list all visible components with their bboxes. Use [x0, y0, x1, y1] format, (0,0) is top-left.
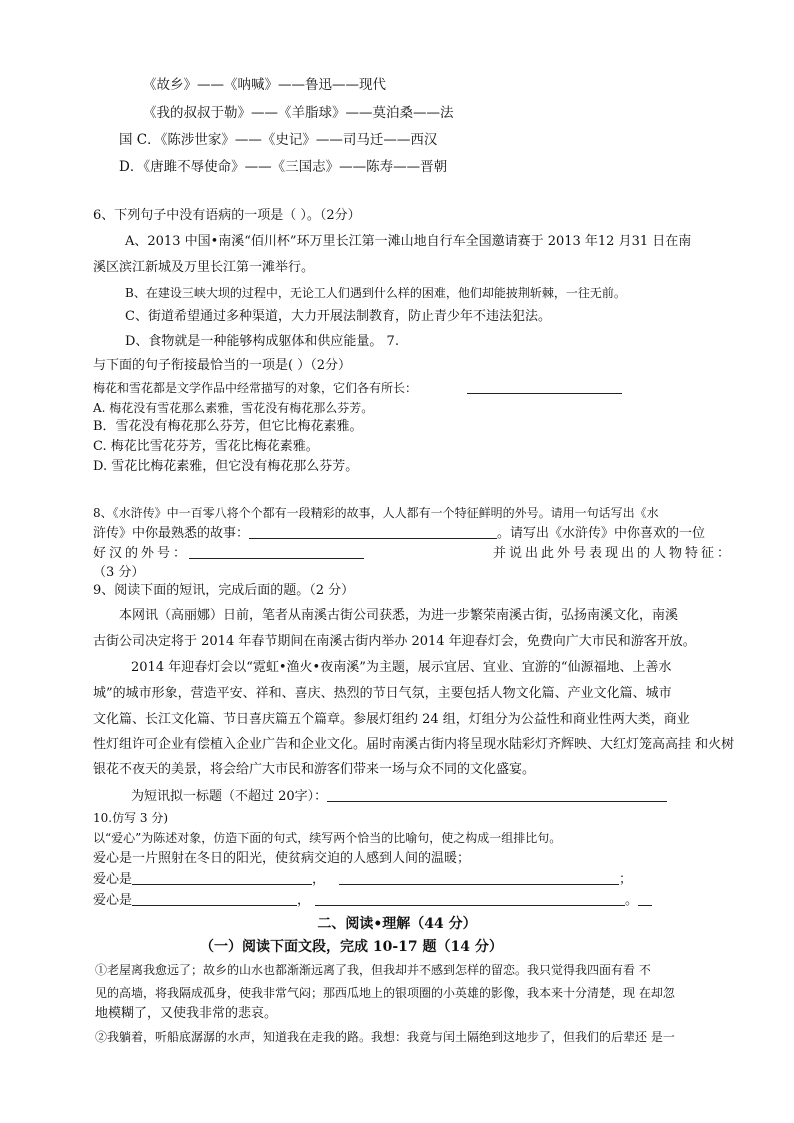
q10-blank-2a[interactable] [132, 891, 297, 906]
q8-line1: 8、《水浒传》中一百零八将个个都有一段精彩的故事，人人都有一个特征鲜明的外号。请用一句话写出《水 [93, 506, 659, 520]
q10-answer-line1 [93, 870, 632, 890]
q7-option-b: B．雪花没有梅花那么芬芳，但它比梅花素雅。 [93, 419, 363, 434]
q7-prompt [93, 378, 622, 398]
q7-stem: 与下面的句子衔接最恰当的一项是( ）（2分） [93, 358, 351, 373]
q10-comma-1: ， [312, 872, 326, 887]
q10-example: 爱心是一片照射在冬日的阳光，使贫病交迫的人感到人间的温暖； [93, 851, 471, 866]
q8-line2 [93, 524, 705, 544]
reading-p1-line1: ①老屋离我愈远了；故乡的山水也都渐渐远离了我，但我却并不感到怎样的留恋。我只觉得我四面有看 不 [95, 963, 651, 977]
section-2-subtitle: （一）阅读下面文段，完成 10-17 题（14 分） [200, 939, 503, 955]
q6-option-a-line2: 溪区滨江新城及万里长江第一滩举行。 [93, 260, 315, 275]
q10-blank-2b[interactable] [315, 891, 625, 906]
q10-period: 。 [625, 893, 639, 908]
q8-story-label: 浒传》中你最熟悉的故事： [93, 526, 250, 541]
reading-p2-line1: ②我躺着，听船底潺潺的水声，知道我在走我的路。我想：我竟与闰土隔绝到这地步了，但我们的后辈还 是一 [95, 1030, 675, 1044]
q8-feature-label: 并说出此外号表现出的人物特征： [492, 546, 733, 561]
section-2-title: 二、阅读•理解（44 分） [317, 916, 477, 932]
q10-lead-1: 爱心是 [93, 872, 133, 887]
reading-p1-line2: 见的高墙，将我隔成孤身，使我非常气闷；那西瓜地上的银项圈的小英雄的影像，我本来十分清楚，现 在却忽 [95, 986, 675, 1000]
q10-blank-1a[interactable] [132, 870, 312, 885]
q10-comma-2: ， [297, 893, 311, 908]
q8-points: （3 分） [93, 565, 145, 580]
q9-p2-line5: 银花不夜天的美景，将会给广大市民和游客们带来一场与众不同的文化盛宴。 [93, 762, 536, 777]
q5-option-a2: 《我的叔叔于勒》——《羊脂球》——莫泊桑——法 [143, 105, 454, 121]
q7-prompt-text: 梅花和雪花都是文学作品中经常描写的对象，它们各有所长： [93, 381, 418, 395]
q9-p2-line3: 文化篇、长江文化篇、节日喜庆篇五个篇章。参展灯组约 24 组，灯组分为公益性和商业性两大类，商业 [93, 712, 690, 727]
q8-hero-label: 好汉的外号： [93, 544, 364, 564]
q9-p2-line4: 性灯组许可企业有偿植入企业广告和企业文化。届时南溪古街内将呈现水陆彩灯齐辉映、大红灯笼高高挂 和火树 [93, 737, 735, 752]
q6-option-a-line1: A、2013 中国•南溪“佰川杯”环万里长江第一滩山地自行车全国邀请赛于 2013 年12 月31 日在南 [125, 234, 692, 249]
q5-option-a1: 《故乡》——《呐喊》——鲁迅——现代 [143, 77, 386, 93]
q5-option-d: D．《唐雎不辱使命》——《三国志》——陈寿——晋朝 [119, 159, 448, 175]
q8-nickname-label: 。请写出《水浒传》中你喜欢的一位 [497, 526, 706, 541]
q9-p2-line1: 2014 年迎春灯会以“霓虹•渔火•夜南溪”为主题，展示宜居、宜业、宜游的“仙源福地、上善水 [131, 660, 672, 675]
q9-title-blank[interactable] [327, 787, 667, 802]
q6-option-b: B、在建设三峡大坝的过程中，无论工人们遇到什么样的困难，他们却能披荆斩棘，一往无前。 [125, 286, 626, 300]
reading-p1-line3: 地模糊了，又使我非常的悲哀。 [95, 1006, 278, 1021]
q9-title-label: 为短讯拟一标题（不超过 20字）： [131, 789, 328, 804]
q10-lead-2: 爱心是 [93, 893, 133, 908]
q9-stem: 9、阅读下面的短讯，完成后面的题。（2 分） [93, 583, 355, 598]
q8-nickname-blank[interactable] [189, 544, 364, 559]
q10-stem: 10.仿写 3 分) [93, 811, 169, 825]
q7-option-c: C. 梅花比雪花芬芳，雪花比梅花素雅。 [93, 439, 319, 454]
q6-option-d: D、食物就是一种能够构成躯体和供应能量。 7. [125, 334, 399, 349]
q7-option-d: D. 雪花比梅花素雅，但它没有梅花那么芬芳。 [93, 459, 359, 474]
q8-story-blank[interactable] [249, 524, 497, 539]
q8-line3 [93, 544, 733, 564]
q7-answer-blank[interactable] [467, 379, 622, 394]
q9-p1-line1: 本网讯（高丽娜）日前，笔者从南溪古街公司获悉，为进一步繁荣南溪古街，弘扬南溪文化，南溪 [119, 608, 679, 623]
q5-option-c: 国 C．《陈涉世家》——《史记》——司马迁——西汉 [119, 132, 438, 148]
q6-option-c: C、街道希望通过多种渠道，大力开展法制教育，防止青少年不违法犯法。 [125, 309, 551, 324]
q6-stem: 6、下列句子中没有语病的一项是（ ）。（2分） [93, 208, 361, 223]
q10-blank-2c[interactable] [638, 891, 652, 906]
q10-instruction: 以“爱心”为陈述对象，仿造下面的句式，续写两个恰当的比喻句，使之构成一组排比句。 [93, 831, 562, 845]
q9-p1-line2: 古街公司决定将于 2014 年春节期间在南溪古街内举办 2014 年迎春灯会，免费向广大市民和游客开放。 [93, 634, 696, 649]
q9-title-prompt [131, 787, 667, 807]
q7-option-a: A. 梅花没有雪花那么素雅，雪花没有梅花那么芬芳。 [93, 401, 374, 415]
q10-blank-1b[interactable] [339, 870, 619, 885]
q10-answer-line2 [93, 891, 652, 911]
q9-p2-line2: 城”的城市形象，营造平安、祥和、喜庆、热烈的节日气氛，主要包括人物文化篇、产业文化篇、城市 [93, 686, 672, 701]
q10-semicolon: ； [619, 872, 633, 887]
